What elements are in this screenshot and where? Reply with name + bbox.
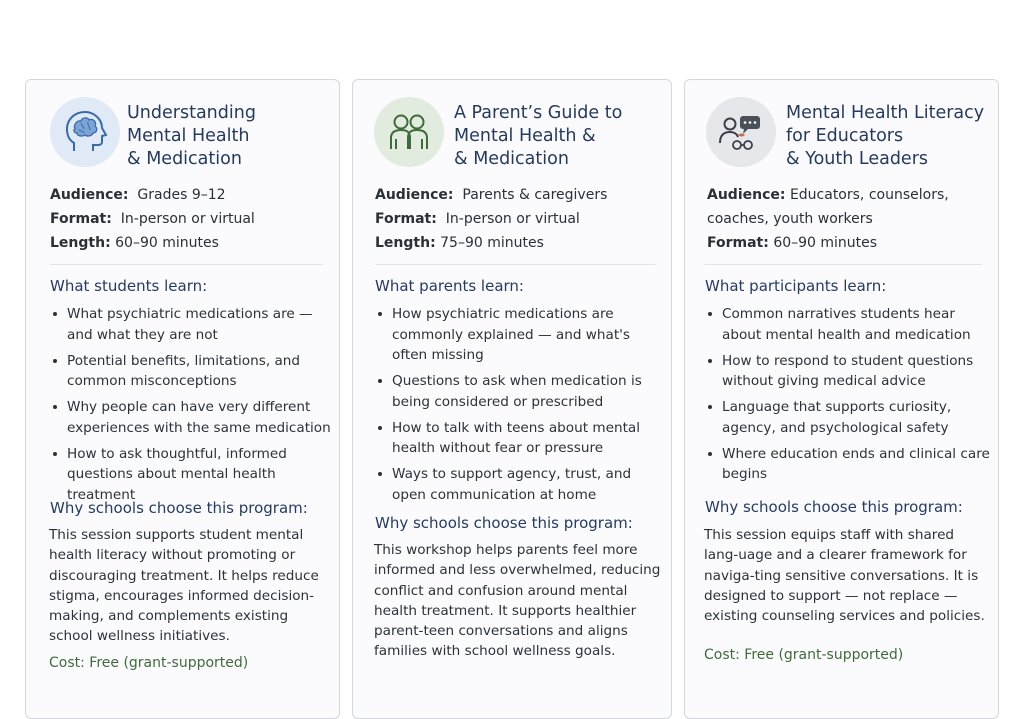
divider <box>50 264 323 265</box>
why-heading: Why schools choose this program: <box>50 499 308 517</box>
format-row: Format: In-person or virtual <box>375 211 580 227</box>
divider <box>705 264 982 265</box>
program-card-parents <box>352 79 672 719</box>
learn-heading: What parents learn: <box>375 277 524 295</box>
program-details <box>50 183 323 255</box>
learn-heading: What students learn: <box>50 277 208 295</box>
learn-list <box>705 304 992 490</box>
list-item: Questions to ask when medication is being considered or prescribed <box>375 371 665 412</box>
program-details <box>707 183 982 255</box>
length-row: Length: 75–90 minutes <box>375 235 544 251</box>
list-item: Language that supports curiosity, agency, and psychological safety <box>705 397 992 438</box>
list-item: How to talk with teens about mental health without fear or pressure <box>375 418 665 459</box>
audience-row: Audience: Parents & caregivers <box>375 187 608 203</box>
learn-heading: What participants learn: <box>705 277 887 295</box>
card-header <box>377 97 663 167</box>
parents-icon <box>374 97 444 167</box>
learn-list <box>50 304 333 511</box>
head-brain-icon <box>50 97 120 167</box>
length-row: Length: 60–90 minutes <box>50 235 219 251</box>
divider <box>375 264 655 265</box>
audience-row: Audience: Grades 9–12 <box>50 187 226 203</box>
why-heading: Why schools choose this program: <box>375 514 633 532</box>
list-item: Common narratives students hear about mental health and medication <box>705 304 992 345</box>
list-item: Potential benefits, limitations, and common misconceptions <box>50 351 333 392</box>
format-row: Format: In-person or virtual <box>50 211 255 227</box>
cost-label: Cost: Free (grant-supported) <box>49 655 249 671</box>
program-card-educators <box>684 79 999 719</box>
format-row: Format: 60–90 minutes <box>707 235 878 251</box>
list-item: How to ask thoughtful, informed questions about mental health treatment <box>50 444 333 506</box>
list-item: Where education ends and clinical care begins <box>705 444 992 485</box>
why-text: This session supports student mental health literacy without promoting or discouraging treatment. It helps reduce stigma, encourages informed decision-making, and complements existing school wellness initiatives. <box>49 527 319 645</box>
list-item: How to respond to student questions without giving medical advice <box>705 351 992 392</box>
card-header <box>50 97 331 167</box>
card-title: Understanding Mental Health & Medication <box>127 103 256 169</box>
list-item: Why people can have very different experiences with the same medication <box>50 397 333 438</box>
program-card-students <box>25 79 340 719</box>
cost-label: Cost: Free (grant-supported) <box>704 647 904 663</box>
program-details <box>375 183 655 255</box>
why-text: This workshop helps parents feel more informed and less overwhelmed, reducing conflict and confusion around mental health treatment. It supports healthier parent-teen conversations and aligns families with school wellness goals. <box>374 542 661 660</box>
audience-row: Audience: Educators, counselors, coaches, youth workers <box>707 187 949 227</box>
educator-chat-icon <box>706 97 776 167</box>
list-item: Ways to support agency, trust, and open communication at home <box>375 464 665 505</box>
learn-list <box>375 304 665 511</box>
why-heading: Why schools choose this program: <box>705 498 963 516</box>
card-title: A Parent’s Guide to Mental Health & & Medication <box>454 103 623 169</box>
list-item: How psychiatric medications are commonly explained — and what's often missing <box>375 304 665 366</box>
card-title: Mental Health Literacy for Educators & Youth Leaders <box>786 103 985 169</box>
card-header <box>709 97 990 167</box>
list-item: What psychiatric medications are — and what they are not <box>50 304 333 345</box>
why-text: This session equips staff with shared lang-uage and a clearer framework for naviga-ting sensitive conversations. It is designed to support — not replace — existing counseling services and policies. <box>704 527 985 625</box>
